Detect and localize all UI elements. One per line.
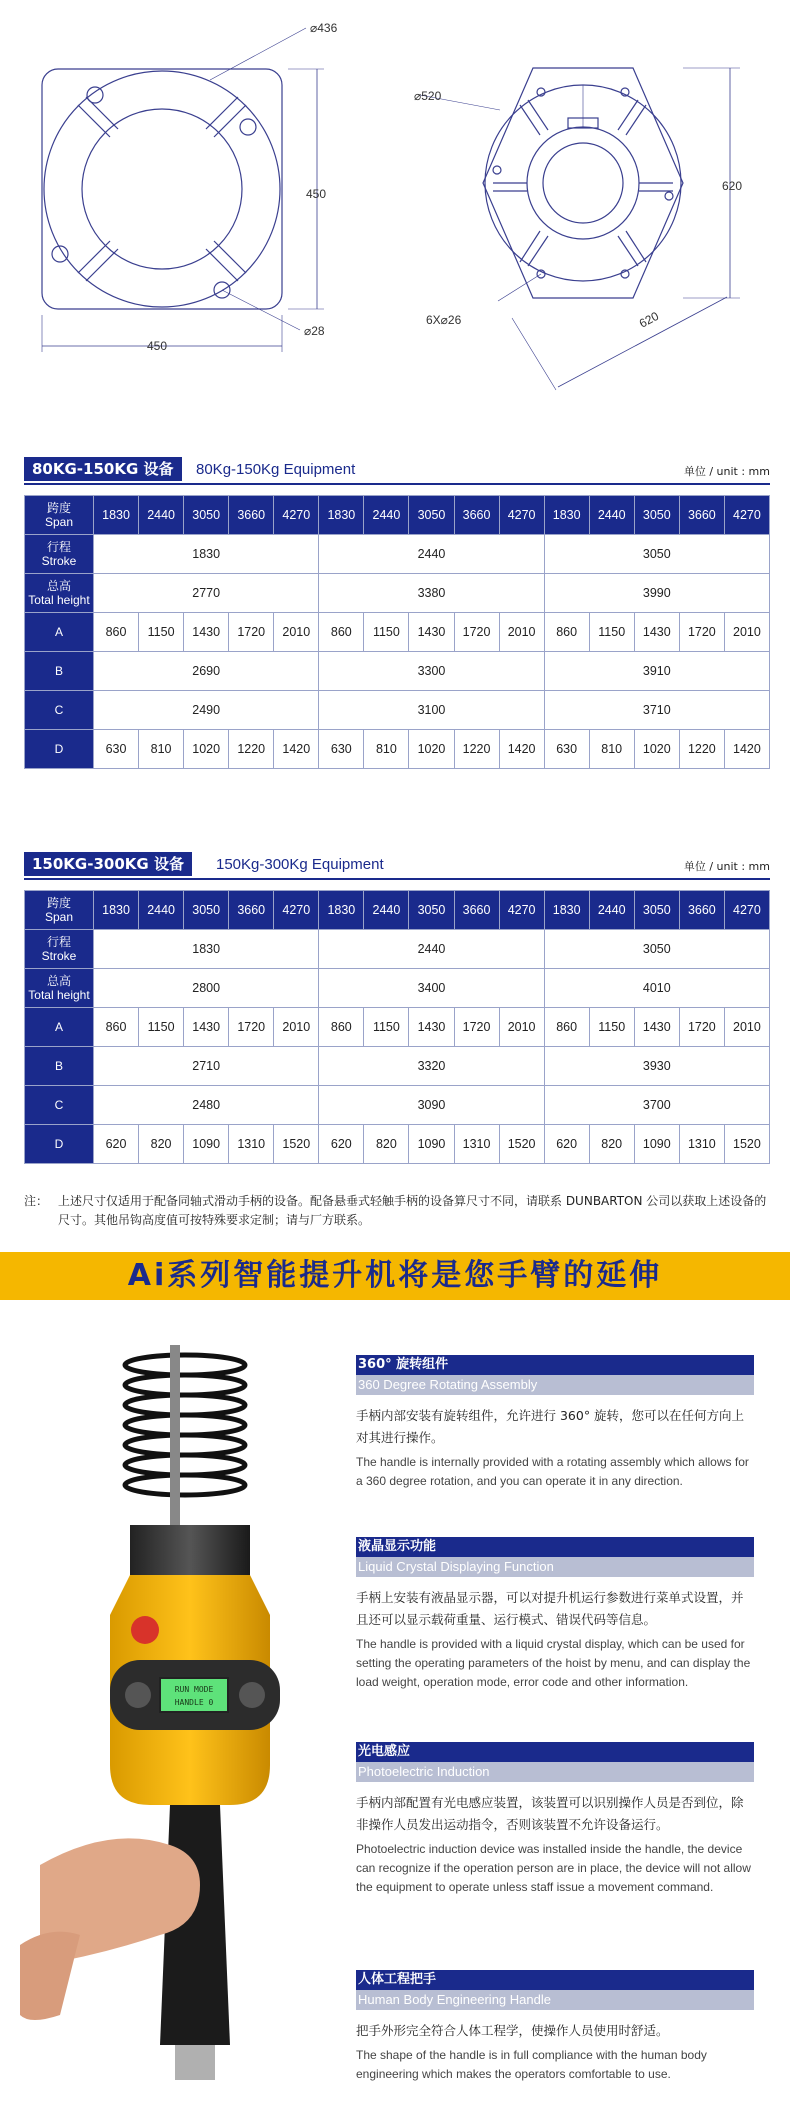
spec-table	[24, 890, 770, 1164]
span-cell: 2440	[364, 496, 409, 535]
table-row-c	[25, 1086, 770, 1125]
span-cell: 3660	[679, 496, 724, 535]
note-label: 注：	[24, 1194, 49, 1208]
feature-title-en: 360 Degree Rotating Assembly	[356, 1375, 754, 1395]
table-cell: 620	[544, 1125, 589, 1164]
table-cell: 3100	[319, 691, 544, 730]
span-cell: 4270	[274, 891, 319, 930]
table-cell: 1520	[274, 1125, 319, 1164]
span-cell: 3660	[679, 891, 724, 930]
feature-ergonomic-handle	[356, 1970, 752, 2084]
feature-lcd-display	[356, 1537, 752, 1692]
table-cell: 630	[319, 730, 364, 769]
table-cell: 1720	[229, 1008, 274, 1047]
table-cell: 860	[319, 613, 364, 652]
table-cell: 1520	[499, 1125, 544, 1164]
feature-desc-en: Photoelectric induction device was installed inside the handle, the device can recognize if the operation person are in place, the device will not allow the equipment to operate unless staff issue a movement command.	[356, 1842, 751, 1894]
feature-desc-cn: 手柄内部安装有旋转组件，允许进行 360° 旋转，您可以在任何方向上对其进行操作。	[356, 1408, 745, 1445]
square-height-label: 450	[306, 187, 327, 201]
table-cell: 1020	[634, 730, 679, 769]
table-cell: 860	[319, 1008, 364, 1047]
table-cell: 2010	[724, 1008, 769, 1047]
slogan-banner	[0, 1252, 790, 1300]
drawings-svg	[0, 0, 790, 440]
table-cell: 620	[319, 1125, 364, 1164]
table-cell: 1720	[454, 1008, 499, 1047]
spec-table	[24, 495, 770, 769]
table-cell: 2710	[94, 1047, 319, 1086]
table-cell: 630	[544, 730, 589, 769]
table-cell: 1150	[364, 1008, 409, 1047]
spec-tag: 80KG-150KG 设备	[24, 457, 182, 481]
span-cell: 3050	[184, 496, 229, 535]
table-cell: 4010	[544, 969, 769, 1008]
feature-desc-cn: 手柄内部配置有光电感应装置，该装置可以识别操作人员是否到位，除非操作人员发出运动指令，否则该装置不允许设备运行。	[356, 1795, 744, 1832]
table-cell: 810	[589, 730, 634, 769]
row-label-en: Total height	[28, 593, 90, 607]
table-cell: 1430	[184, 1008, 229, 1047]
table-cell: 2010	[274, 1008, 319, 1047]
table-cell: 1720	[454, 613, 499, 652]
row-label-cn: 总高	[46, 579, 71, 593]
square-width-label: 450	[147, 339, 168, 353]
row-label	[25, 730, 94, 769]
row-label	[25, 891, 94, 930]
span-cell: 4270	[274, 496, 319, 535]
hex-holes-label: 6X⌀26	[426, 313, 462, 327]
table-cell: 1430	[409, 1008, 454, 1047]
banner-text: Ai系列智能提升机将是您手臂的延伸	[127, 1258, 663, 1293]
span-cell: 3660	[229, 891, 274, 930]
table-cell: 1430	[634, 613, 679, 652]
feature-title-cn: 光电感应	[356, 1742, 754, 1762]
table-cell: 860	[94, 1008, 139, 1047]
spec-header	[24, 850, 770, 880]
table-cell: 2010	[274, 613, 319, 652]
row-label-cn: B	[54, 664, 63, 678]
table-cell: 1420	[499, 730, 544, 769]
table-cell: 860	[544, 613, 589, 652]
spec-header	[24, 455, 770, 485]
table-cell: 2440	[319, 535, 544, 574]
table-cell: 3990	[544, 574, 769, 613]
span-cell: 1830	[94, 891, 139, 930]
row-label	[25, 613, 94, 652]
table-cell: 2440	[319, 930, 544, 969]
table-cell: 1430	[634, 1008, 679, 1047]
span-cell: 3660	[454, 496, 499, 535]
row-label-en: Stroke	[41, 949, 77, 963]
spec-table-80-150	[24, 455, 770, 756]
note-text: 上述尺寸仅适用于配备同轴式滑动手柄的设备。配备悬垂式轻触手柄的设备算尺寸不同，请联系 DUNBARTON 公司以获取上述设备的尺寸。其他吊钩高度值可按特殊要求定制；请与厂方联系。	[58, 1194, 767, 1227]
table-cell: 810	[139, 730, 184, 769]
table-cell: 1220	[679, 730, 724, 769]
row-label-cn: A	[54, 625, 63, 639]
table-cell: 820	[139, 1125, 184, 1164]
span-cell: 2440	[589, 891, 634, 930]
feature-desc-en: The handle is provided with a liquid crystal display, which can be used for setting the operating parameters of the hoist by menu, and can display the load weight, operation mode, error code and other information.	[356, 1637, 751, 1689]
table-row-span	[25, 496, 770, 535]
span-cell: 3050	[634, 891, 679, 930]
hex-plate-drawing	[420, 68, 743, 390]
down-button-icon	[239, 1682, 265, 1708]
stop-button-icon	[131, 1616, 159, 1644]
square-hole-label: ⌀28	[304, 324, 325, 338]
span-cell: 2440	[589, 496, 634, 535]
row-label-en: Total height	[28, 988, 90, 1002]
table-cell: 3050	[544, 930, 769, 969]
table-cell: 1020	[409, 730, 454, 769]
table-row-stroke	[25, 535, 770, 574]
table-cell: 810	[364, 730, 409, 769]
span-cell: 3050	[184, 891, 229, 930]
table-row-c	[25, 691, 770, 730]
row-label-cn: 行程	[46, 935, 71, 949]
table-row-total-height	[25, 574, 770, 613]
spec-title-en: 150Kg-300Kg Equipment	[216, 856, 384, 873]
row-label	[25, 652, 94, 691]
hex-height-label: 620	[722, 179, 743, 193]
span-cell: 2440	[364, 891, 409, 930]
row-label	[25, 496, 94, 535]
table-row-d	[25, 1125, 770, 1164]
table-cell: 1150	[364, 613, 409, 652]
row-label	[25, 1008, 94, 1047]
span-cell: 4270	[499, 496, 544, 535]
table-cell: 1150	[589, 1008, 634, 1047]
feature-title-cn: 液晶显示功能	[356, 1537, 754, 1557]
span-cell: 3050	[634, 496, 679, 535]
hex-side-label: 620	[636, 308, 662, 331]
spec-tag: 150KG-300KG 设备	[24, 852, 192, 876]
feature-photoelectric-induction	[356, 1742, 752, 1897]
row-label-cn: A	[54, 1020, 63, 1034]
table-cell: 1420	[724, 730, 769, 769]
table-cell: 3400	[319, 969, 544, 1008]
row-label	[25, 930, 94, 969]
feature-title-cn: 人体工程把手	[356, 1970, 754, 1990]
table-cell: 1090	[409, 1125, 454, 1164]
row-label-cn: C	[54, 703, 64, 717]
table-cell: 1020	[184, 730, 229, 769]
feature-title-en: Human Body Engineering Handle	[356, 1990, 754, 2010]
feature-desc-en: The shape of the handle is in full compliance with the human body engineering which makes the operators comfortable to use.	[356, 2048, 707, 2081]
table-cell: 620	[94, 1125, 139, 1164]
span-cell: 1830	[544, 891, 589, 930]
span-cell: 1830	[319, 891, 364, 930]
spec-unit: 单位 / unit : mm	[683, 465, 770, 478]
span-cell: 1830	[319, 496, 364, 535]
table-row-d	[25, 730, 770, 769]
spec-title-en: 80Kg-150Kg Equipment	[196, 461, 356, 478]
feature-title-en: Liquid Crystal Displaying Function	[356, 1557, 754, 1577]
table-row-a	[25, 613, 770, 652]
row-label-cn: 总高	[46, 974, 71, 988]
table-cell: 2490	[94, 691, 319, 730]
row-label	[25, 574, 94, 613]
span-cell: 4270	[724, 496, 769, 535]
feature-desc-cn: 手柄上安装有液晶显示器，可以对提升机运行参数进行菜单式设置，并且还可以显示载荷重量、运行模式、错误代码等信息。	[356, 1590, 744, 1627]
feature-desc-cn: 把手外形完全符合人体工程学，使操作人员使用时舒适。	[356, 2023, 669, 2038]
table-cell: 1090	[184, 1125, 229, 1164]
table-cell: 3930	[544, 1047, 769, 1086]
table-cell: 1830	[94, 930, 319, 969]
table-cell: 2690	[94, 652, 319, 691]
lcd-line1: RUN MODE	[174, 1685, 214, 1694]
table-cell: 1720	[679, 1008, 724, 1047]
feature-title-en: Photoelectric Induction	[356, 1762, 754, 1782]
spec-unit: 单位 / unit : mm	[683, 860, 770, 873]
table-cell: 1310	[679, 1125, 724, 1164]
span-cell: 3660	[229, 496, 274, 535]
spec-table-150-300	[24, 850, 770, 1151]
table-cell: 860	[94, 613, 139, 652]
table-cell: 3090	[319, 1086, 544, 1125]
table-cell: 1220	[454, 730, 499, 769]
table-cell: 1090	[634, 1125, 679, 1164]
row-label-en: Span	[44, 515, 74, 529]
table-cell: 2010	[724, 613, 769, 652]
table-row-span	[25, 891, 770, 930]
row-label-cn: 跨度	[46, 501, 71, 515]
span-cell: 3050	[409, 891, 454, 930]
hoist-handle-photo	[20, 1345, 360, 2080]
span-cell: 1830	[544, 496, 589, 535]
feature-title-cn: 360° 旋转组件	[356, 1355, 754, 1375]
table-cell: 1430	[184, 613, 229, 652]
table-cell: 860	[544, 1008, 589, 1047]
table-cell: 1830	[94, 535, 319, 574]
up-button-icon	[125, 1682, 151, 1708]
table-cell: 3380	[319, 574, 544, 613]
row-label-cn: 行程	[46, 540, 71, 554]
span-cell: 4270	[724, 891, 769, 930]
coil-cable	[125, 1355, 245, 1495]
table-cell: 1310	[229, 1125, 274, 1164]
table-cell: 2010	[499, 613, 544, 652]
table-cell: 3910	[544, 652, 769, 691]
row-label	[25, 535, 94, 574]
table-row-a	[25, 1008, 770, 1047]
table-row-b	[25, 652, 770, 691]
square-dia-label: ⌀436	[310, 21, 338, 35]
table-cell: 1720	[679, 613, 724, 652]
span-cell: 2440	[139, 891, 184, 930]
row-label-cn: D	[54, 1137, 64, 1151]
row-label	[25, 969, 94, 1008]
footnote	[24, 1192, 770, 1230]
table-cell: 2480	[94, 1086, 319, 1125]
feature-desc-en: The handle is internally provided with a rotating assembly which allows for a 360 degree rotation, and you can operate it in any direction.	[356, 1455, 749, 1488]
span-cell: 3050	[409, 496, 454, 535]
row-label	[25, 1086, 94, 1125]
table-cell: 2770	[94, 574, 319, 613]
table-cell: 1150	[139, 1008, 184, 1047]
hook-swivel	[175, 2045, 215, 2080]
span-cell: 4270	[499, 891, 544, 930]
table-cell: 3300	[319, 652, 544, 691]
table-cell: 3700	[544, 1086, 769, 1125]
table-row-total-height	[25, 969, 770, 1008]
table-cell: 820	[364, 1125, 409, 1164]
table-cell: 3320	[319, 1047, 544, 1086]
table-cell: 2800	[94, 969, 319, 1008]
hex-dia-label: ⌀520	[414, 89, 442, 103]
technical-drawings	[0, 0, 790, 440]
table-cell: 1520	[724, 1125, 769, 1164]
table-cell: 1720	[229, 613, 274, 652]
table-cell: 1150	[139, 613, 184, 652]
row-label	[25, 1047, 94, 1086]
row-label	[25, 691, 94, 730]
table-cell: 1430	[409, 613, 454, 652]
row-label	[25, 1125, 94, 1164]
row-label-en: Span	[44, 910, 74, 924]
span-cell: 2440	[139, 496, 184, 535]
row-label-cn: 跨度	[46, 896, 71, 910]
wire-rope	[170, 1345, 180, 1535]
span-cell: 1830	[94, 496, 139, 535]
table-row-stroke	[25, 930, 770, 969]
table-cell: 630	[94, 730, 139, 769]
table-cell: 1220	[229, 730, 274, 769]
feature-rotating-assembly	[356, 1355, 752, 1491]
table-cell: 820	[589, 1125, 634, 1164]
table-cell: 3050	[544, 535, 769, 574]
span-cell: 3660	[454, 891, 499, 930]
square-plate-drawing	[42, 28, 327, 352]
table-cell: 1150	[589, 613, 634, 652]
table-cell: 1310	[454, 1125, 499, 1164]
row-label-cn: B	[54, 1059, 63, 1073]
table-cell: 3710	[544, 691, 769, 730]
row-label-cn: D	[54, 742, 64, 756]
table-row-b	[25, 1047, 770, 1086]
lcd-line2: HANDLE 0	[174, 1698, 214, 1707]
row-label-en: Stroke	[41, 554, 77, 568]
table-cell: 1420	[274, 730, 319, 769]
table-cell: 2010	[499, 1008, 544, 1047]
row-label-cn: C	[54, 1098, 64, 1112]
